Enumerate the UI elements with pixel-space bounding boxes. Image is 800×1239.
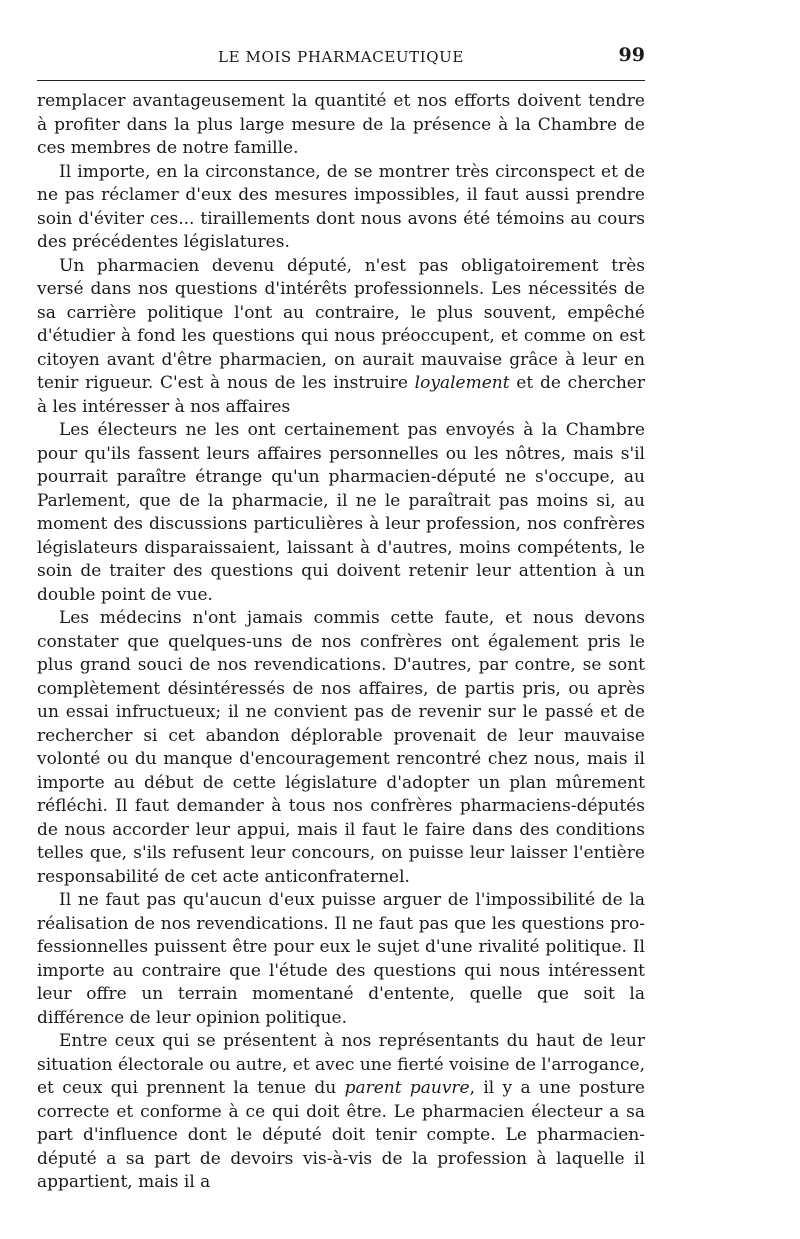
paragraph: Les électeurs ne les ont certainement pas envoyés à la Chambre pour qu'ils fassent leurs affaires personnelles ou les nôtres, mais s'il pourrait paraître étrange qu'un pharmacien-député ne s'occupe, au Parlement, que de la pharmacie, il ne le paraîtrait pas moins si, au moment des discussions particulières à leur profession, nos confrères législateurs disparaissaient, laissant à d'autres, moins compétents, le soin de traiter des questions qui doivent retenir leur attention à un double point de vue. bbox=[37, 420, 645, 605]
paragraph: remplacer avantageusement la quantité et nos efforts doivent tendre à profiter dans la plus large mesure de la présence à la Chambre de ces membres de notre famille. bbox=[37, 91, 645, 158]
header-rule bbox=[37, 80, 645, 81]
running-title: LE MOIS PHARMACEUTIQUE bbox=[218, 48, 464, 66]
page-number: 99 bbox=[618, 44, 645, 66]
emphasis-text: loyalement bbox=[414, 373, 510, 393]
paragraph-text: , il y a une posture correcte et conforme à ce qui doit être. Le pharmacien électeur a sa part d'influence dont le député doit tenir compte. Le pharmacien-député a sa part de devoirs vis-à-vis de la profession à laquelle il appartient, mais il a bbox=[37, 1078, 645, 1192]
paragraph-text: et de chercher à les intéresser à nos affaires bbox=[37, 373, 645, 417]
paragraph: Il importe, en la circonstance, de se montrer très circonspect et de ne pas réclamer d'eux des mesures impossibles, il faut aussi prendre soin d'éviter ces... tiraillements dont nous avons été témoins au cours des précédentes législatures. bbox=[37, 161, 645, 252]
emphasis-text: parent pauvre bbox=[344, 1078, 470, 1098]
page-header bbox=[37, 44, 645, 74]
article-body bbox=[37, 90, 645, 1195]
paragraph-text: Un pharmacien devenu député, n'est pas obligatoirement très versé dans nos questions d'intérêts professionnels. Les nécessités de sa carrière politique l'ont au contraire, le plus souvent, empêché d'étudier à fond les questions qui nous préoccupent, et comme on est citoyen avant d'être pharmacien, on aurait mauvaise grâce à leur en tenir rigueur. C'est à nous de les instruire bbox=[37, 255, 645, 393]
paragraph: Les médecins n'ont jamais commis cette faute, et nous devons constater que quelques-uns de nos confrères ont également pris le plus grand souci de nos revendications. D'autres, par contre, se sont complètement désintéressés de nos affaires, de partis pris, ou après un essai infructueux; il ne convient pas de revenir sur le passé et de rechercher si cet abandon déplorable provenait de leur mauvaise volonté ou du manque d'encouragement rencontré chez nous, mais il importe au début de cette législature d'adopter un plan mûrement réfléchi. Il faut demander à tous nos confrères pharmaciens-députés de nous accorder leur appui, mais il faut le faire dans des conditions telles que, s'ils refusent leur concours, on puisse leur laisser l'entière responsabilité de cet acte anticonfraternel. bbox=[37, 608, 645, 887]
paragraph: Il ne faut pas qu'aucun d'eux puisse arguer de l'impossibilité de la réalisation de nos revendications. Il ne faut pas que les questions professionnelles puissent être pour eux le sujet d'une rivalité politique. Il importe au contraire que l'étude des questions qui nous intéressent leur offre un terrain momentané d'entente, quelle que soit la différence de leur opinion politique. bbox=[37, 890, 645, 1028]
paragraph bbox=[37, 255, 645, 420]
paragraph-text: Entre ceux qui se présentent à nos représentants du haut de leur situation électorale ou autre, et avec une fierté voisine de l'arrogance, et ceux qui prennent la tenue du bbox=[37, 1031, 645, 1098]
paragraph bbox=[37, 1030, 645, 1195]
